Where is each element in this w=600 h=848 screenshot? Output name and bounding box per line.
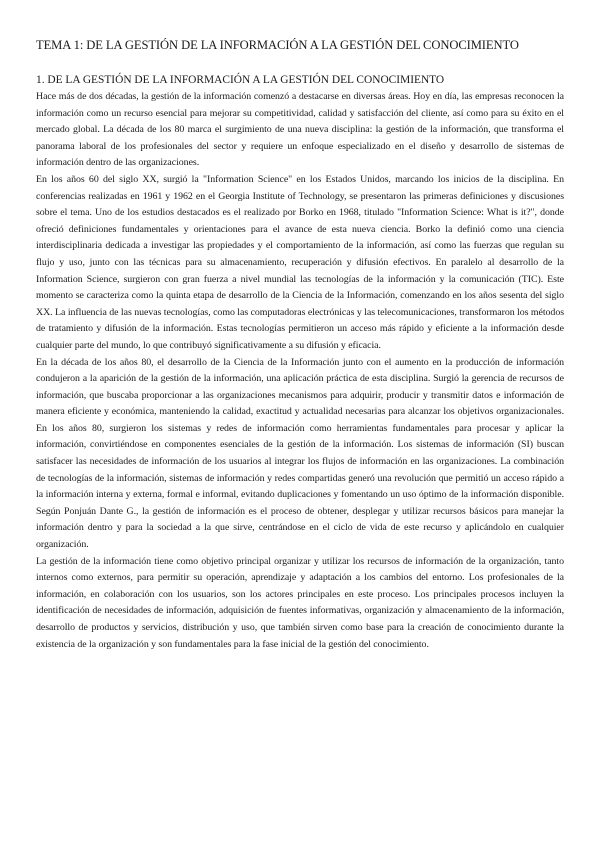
paragraph-4: La gestión de la información tiene como objetivo principal organizar y utilizar los recursos de información de la organización, tanto internos como externos, para permitir su operación, aprendizaje y adaptación a los cambios del entorno. Los profesionales de la información, en colaboración con los usuarios, son los actores principales en este proceso. Los principales procesos incluyen la identificación de necesidades de información, adquisición de fuentes informativas, organización y almacenamiento de la información, desarrollo de productos y servicios, distribución y uso, que también sirven como base para la creación de conocimiento durante la existencia de la organización y son fundamentales para la fase inicial de la gestión del conocimiento. <box>36 555 564 650</box>
document-page <box>36 36 564 653</box>
paragraph-3: En la década de los años 80, el desarrollo de la Ciencia de la Información junto con el aumento en la producción de información condujeron a la aparición de la gestión de la información, una aplicación práctica de esta disciplina. Surgió la gerencia de recursos de información, que buscaba proporcionar a las organizaciones mecanismos para adquirir, producir y transmitir datos e información de manera eficiente y económica, manteniendo la calidad, exactitud y actualidad necesarias para alcanzar los objetivos organizacionales. En los años 80, surgieron los sistemas y redes de información como herramientas fundamentales para procesar y aplicar la información, convirtiéndose en componentes esenciales de la gestión de la información. Los sistemas de información (SI) buscan satisfacer las necesidades de información de los usuarios al integrar los flujos de información en las organizaciones. La combinación de tecnologías de la información, sistemas de información y redes compartidas generó una revolución que permitió un acceso rápido a la información interna y externa, formal e informal, evitando duplicaciones y fomentando un uso óptimo de la información disponible. Según Ponjuán Dante G., la gestión de información es el proceso de obtener, desplegar y utilizar recursos básicos para manejar la información dentro y para la sociedad a la que sirve, centrándose en el ciclo de vida de este recurso y aplicándolo en cualquier organización. <box>36 356 564 551</box>
paragraph-1: Hace más de dos décadas, la gestión de la información comenzó a destacarse en diversas áreas. Hoy en día, las empresas reconocen la información como un recurso esencial para mejorar su competitividad, calidad y satisfacción del cliente, así como para su éxito en el mercado global. La década de los 80 marca el surgimiento de una nueva disciplina: la gestión de la información, que transforma el panorama laboral de los profesionales del sector y requiere un enfoque especializado en el diseño y desarrollo de sistemas de información dentro de las organizaciones. <box>36 91 564 169</box>
section-heading: 1. DE LA GESTIÓN DE LA INFORMACIÓN A LA GESTIÓN DEL CONOCIMIENTO <box>36 74 445 86</box>
paragraph-2: En los años 60 del siglo XX, surgió la "Information Science" en los Estados Unidos, marcando los inicios de la disciplina. En conferencias realizadas en 1961 y 1962 en el Georgia Institute of Technology, se presentaron las primeras definiciones y discusiones sobre el tema. Uno de los estudios destacados es el realizado por Borko en 1968, titulado "Information Science: What is it?", donde ofreció definiciones fundamentales y orientaciones para el avance de esta nueva ciencia. Borko la definió como una ciencia interdisciplinaria dedicada a investigar las propiedades y el comportamiento de la información, así como las fuerzas que regulan su flujo y uso, junto con las técnicas para su almacenamiento, recuperación y difusión efectivos. En paralelo al desarrollo de la Information Science, surgieron con gran fuerza a nivel mundial las tecnologías de la información y la comunicación (TIC). Este momento se caracteriza como la quinta etapa de desarrollo de la Ciencia de la Información, comenzando en los años sesenta del siglo XX. La influencia de las nuevas tecnologías, como las computadoras electrónicas y las telecomunicaciones, transformaron los métodos de tratamiento y difusión de la información. Estas tecnologías permitieron un acceso más rápido y eficiente a la información desde cualquier parte del mundo, lo que contribuyó significativamente a su difusión y eficacia. <box>36 173 564 351</box>
document-title: TEMA 1: DE LA GESTIÓN DE LA INFORMACIÓN A LA GESTIÓN DEL CONOCIMIENTO <box>36 38 519 52</box>
